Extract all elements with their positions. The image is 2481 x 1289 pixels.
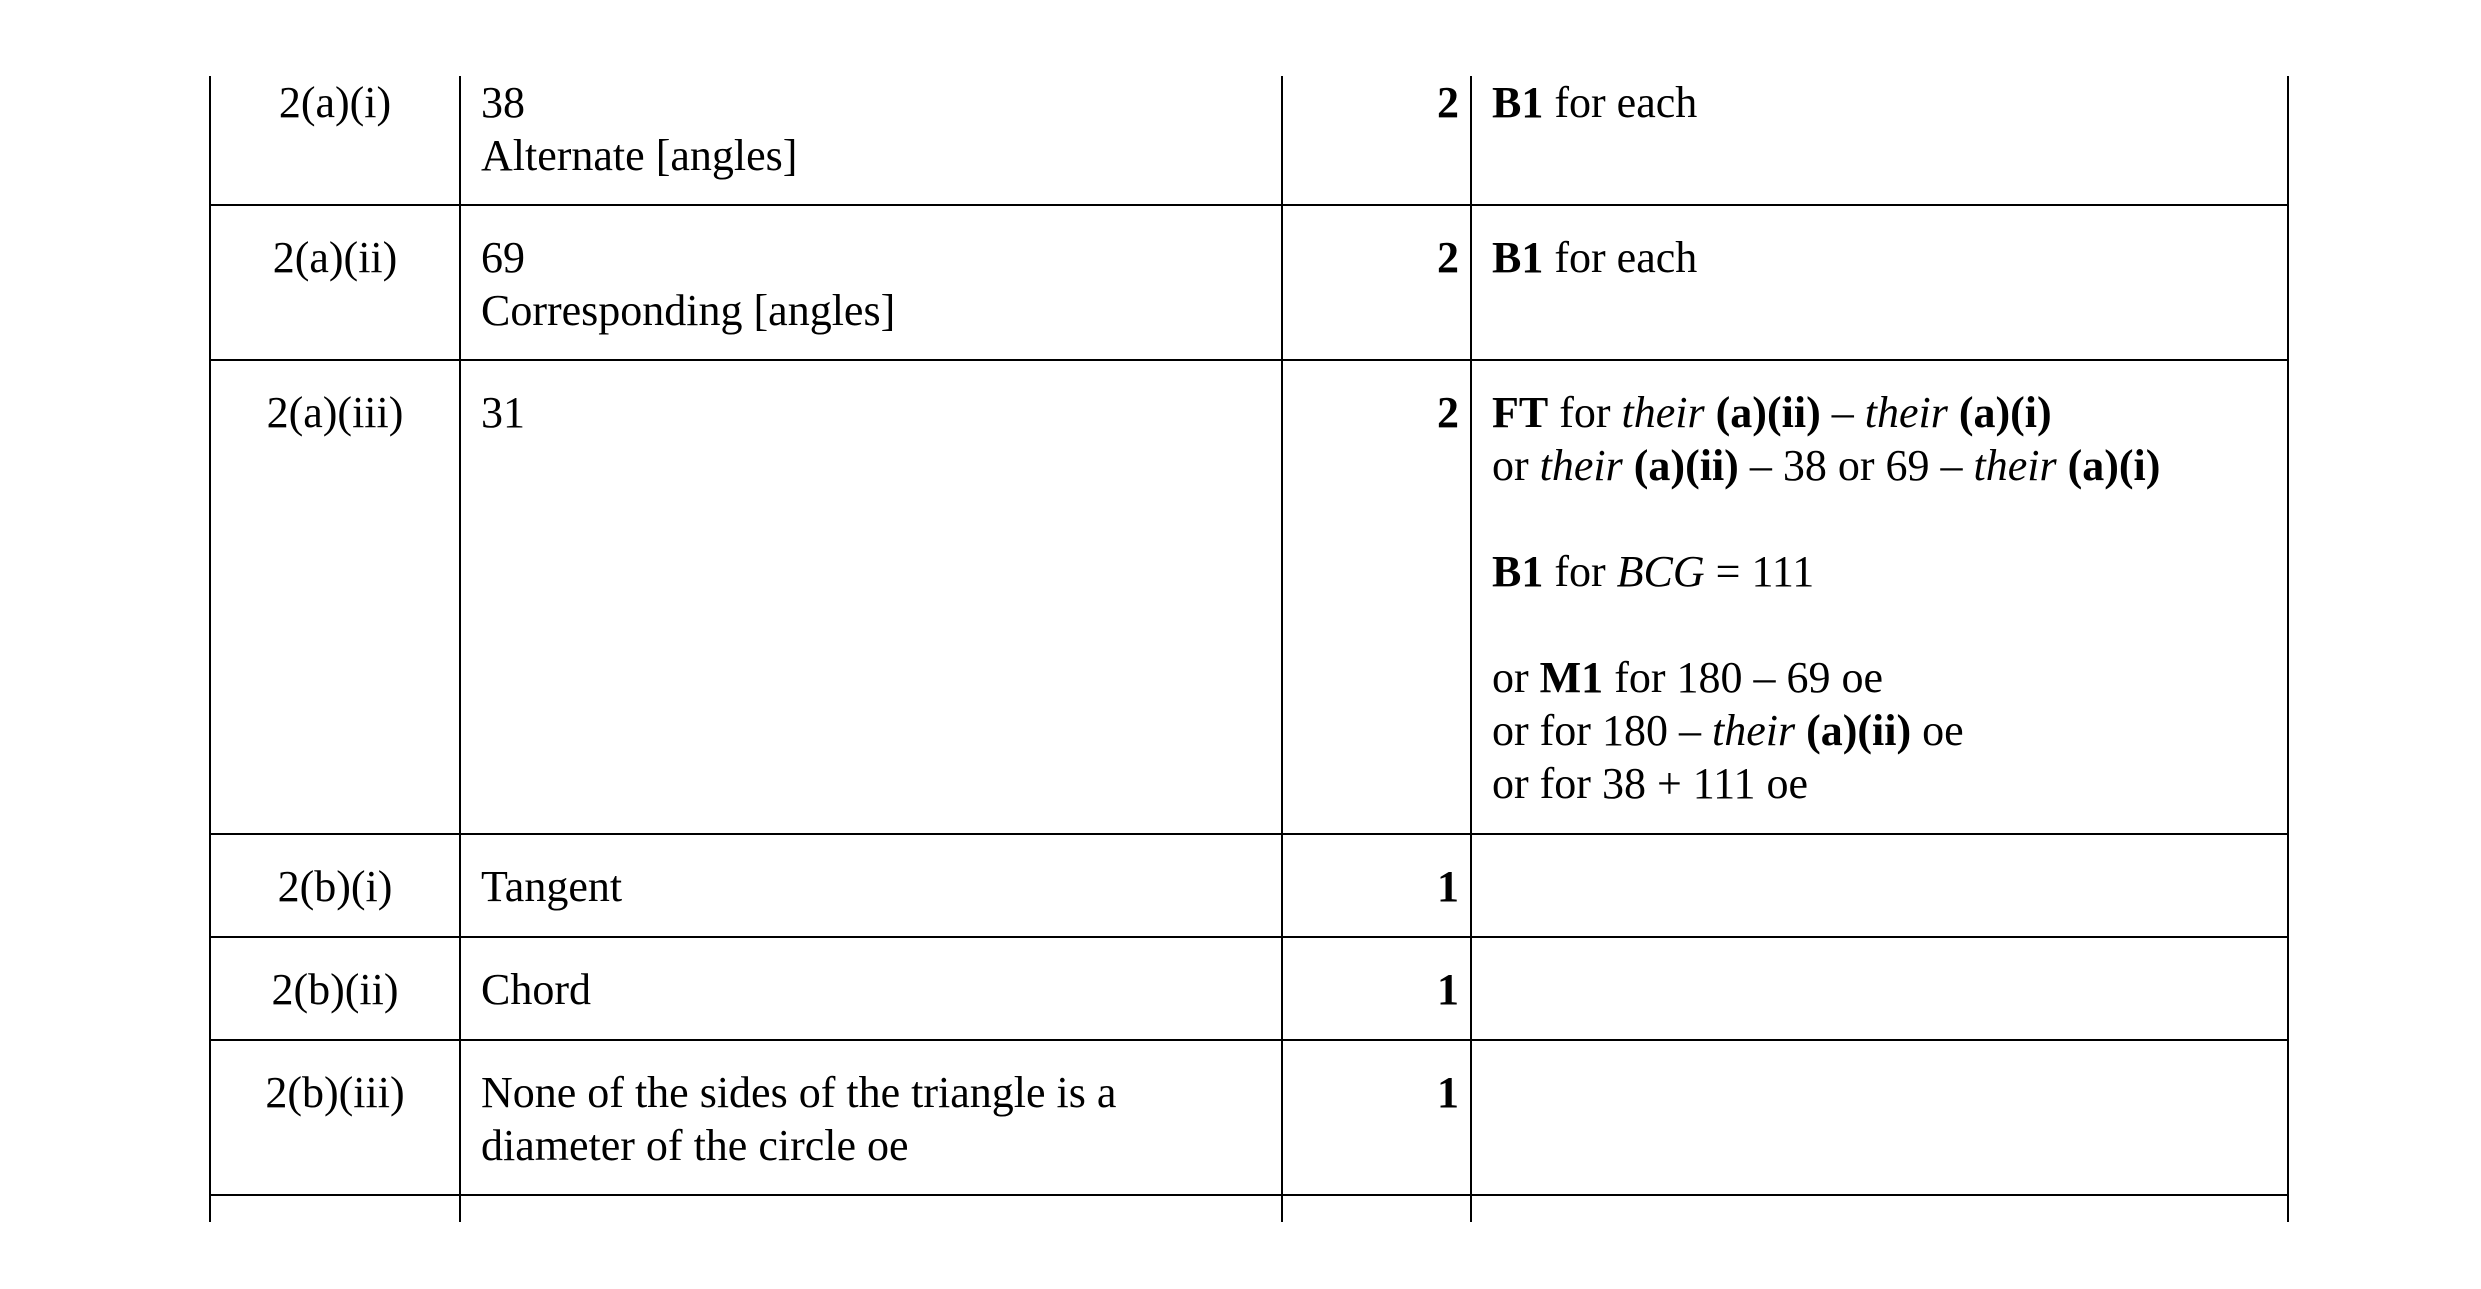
guidance-text: for each — [1543, 233, 1698, 282]
guidance-text: or — [1492, 653, 1540, 702]
answer-line: None of the sides of the triangle is a — [481, 1068, 1117, 1117]
marks-value: 2 — [1437, 233, 1459, 282]
guidance-line — [1492, 386, 2282, 439]
mark-code: M1 — [1539, 653, 1604, 702]
spacer — [1492, 598, 2282, 651]
mark-code: B1 — [1492, 78, 1544, 127]
guidance-text: – 38 or 69 – — [1738, 441, 1974, 490]
guidance-cell — [1492, 231, 2282, 284]
guidance-text: or for 180 – — [1492, 706, 1712, 755]
guidance-text: – — [1820, 388, 1865, 437]
question-number: 2(b)(iii) — [265, 1068, 405, 1117]
part-reference: (a)(ii) — [1622, 441, 1739, 490]
marks-value: 1 — [1437, 965, 1459, 1014]
guidance-italic: their — [1621, 388, 1705, 437]
guidance-italic: their — [1973, 441, 2057, 490]
part-reference: (a)(i) — [2056, 441, 2161, 490]
guidance-text: for each — [1543, 78, 1698, 127]
question-number: 2(b)(ii) — [271, 965, 399, 1014]
row-divider — [209, 936, 2289, 938]
guidance-line — [1492, 704, 2282, 757]
guidance-text: for 180 – 69 oe — [1603, 653, 1884, 702]
guidance-cell — [1492, 76, 2282, 129]
question-number: 2(a)(i) — [278, 78, 392, 127]
guidance-italic: their — [1539, 441, 1623, 490]
question-number: 2(b)(i) — [277, 862, 393, 911]
marks-value: 2 — [1437, 78, 1459, 127]
column-divider-marks — [1470, 76, 1472, 1222]
part-reference: (a)(ii) — [1704, 388, 1821, 437]
marks-value: 2 — [1437, 388, 1459, 437]
part-reference: (a)(i) — [1947, 388, 2052, 437]
row-divider — [209, 833, 2289, 835]
answer-line: 38 — [481, 78, 525, 127]
mark-code: FT — [1492, 388, 1549, 437]
row-divider — [209, 359, 2289, 361]
guidance-italic: their — [1711, 706, 1796, 755]
mark-code: B1 — [1492, 547, 1544, 596]
answer-line: Corresponding [angles] — [481, 286, 896, 335]
question-number: 2(a)(ii) — [272, 233, 398, 282]
guidance-line: or for 38 + 111 oe — [1492, 759, 1809, 808]
row-divider — [209, 1039, 2289, 1041]
guidance-line — [1492, 651, 2282, 704]
answer-cell — [481, 76, 1281, 182]
row-divider — [209, 1194, 2289, 1196]
angle-name: BCG — [1616, 547, 1705, 596]
row-divider — [209, 204, 2289, 206]
guidance-line — [1492, 439, 2282, 492]
guidance-line — [1492, 76, 2282, 129]
answer-cell — [481, 231, 1281, 337]
guidance-text: or — [1492, 441, 1540, 490]
column-divider-question — [459, 76, 461, 1222]
guidance-text: for — [1548, 388, 1622, 437]
guidance-text: for — [1543, 547, 1617, 596]
table-border-right — [2287, 76, 2289, 1222]
guidance-cell — [1492, 386, 2282, 810]
answer-line: diameter of the circle oe — [481, 1121, 909, 1170]
part-reference: (a)(ii) — [1795, 706, 1912, 755]
guidance-text: = 111 — [1704, 547, 1815, 596]
marks-value: 1 — [1437, 862, 1459, 911]
guidance-text: oe — [1911, 706, 1964, 755]
mark-code: B1 — [1492, 233, 1544, 282]
guidance-italic: their — [1864, 388, 1948, 437]
answer-line: 31 — [481, 388, 525, 437]
answer-line: Chord — [481, 965, 591, 1014]
answer-cell — [481, 860, 1281, 913]
answer-line: 69 — [481, 233, 525, 282]
answer-cell — [481, 386, 1281, 439]
guidance-line — [1492, 231, 2282, 284]
marks-value: 1 — [1437, 1068, 1459, 1117]
spacer — [1492, 492, 2282, 545]
answer-cell — [481, 963, 1281, 1016]
guidance-line — [1492, 545, 2282, 598]
question-number: 2(a)(iii) — [266, 388, 404, 437]
answer-cell — [481, 1066, 1281, 1172]
answer-line: Tangent — [481, 862, 623, 911]
answer-line: Alternate [angles] — [481, 131, 798, 180]
